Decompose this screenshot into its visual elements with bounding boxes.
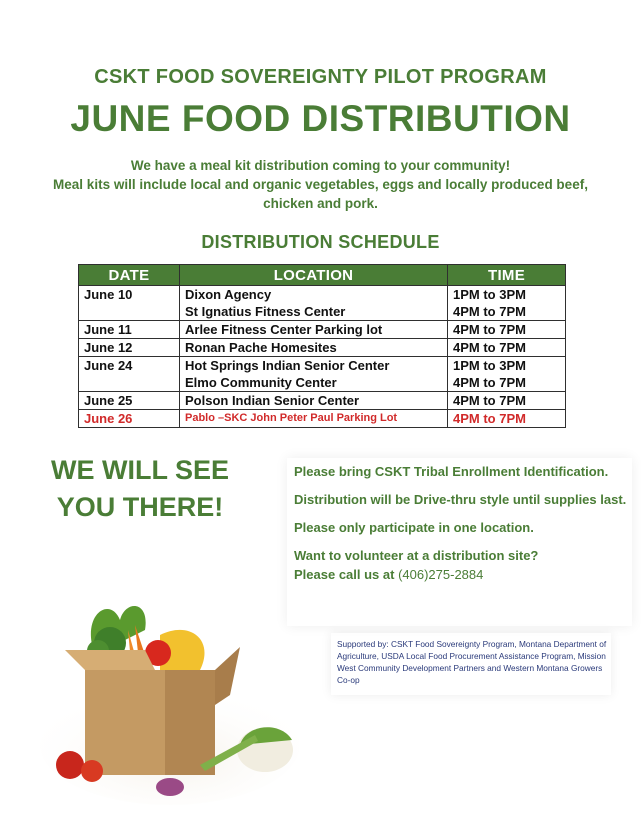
program-name: CSKT FOOD SOVEREIGNTY PILOT PROGRAM bbox=[94, 66, 547, 88]
closing-line-2: YOU THERE! bbox=[56, 492, 224, 522]
info-box bbox=[287, 458, 632, 626]
location-name: Hot Springs Indian Senior Center bbox=[185, 358, 390, 373]
date-cell: June 11 bbox=[79, 321, 180, 339]
time-range: 4PM to 7PM bbox=[453, 304, 526, 319]
table-row bbox=[79, 357, 566, 392]
volunteer-question: Want to volunteer at a distribution site? bbox=[294, 548, 539, 563]
table-header-row bbox=[79, 265, 566, 286]
table-row bbox=[79, 321, 566, 339]
location-cell: Pablo –SKC John Peter Paul Parking Lot bbox=[180, 410, 448, 428]
closing-line-1: WE WILL SEE bbox=[50, 455, 229, 485]
enrollment-note: Please bring CSKT Tribal Enrollment Identification. bbox=[294, 464, 609, 479]
location-cell: Arlee Fitness Center Parking lot bbox=[180, 321, 448, 339]
produce-box-illustration bbox=[40, 575, 300, 805]
schedule-title: DISTRIBUTION SCHEDULE bbox=[201, 232, 440, 252]
tomato-icon bbox=[81, 760, 103, 782]
date-cell: June 12 bbox=[79, 339, 180, 357]
supporters-credit: Supported by: CSKT Food Sovereignty Program, Montana Department of Agriculture, USDA Local Food Procurement Assistance Program, Mission West Community Development Partners and Western Montana Growers Co-op bbox=[331, 633, 611, 695]
time-cell bbox=[448, 286, 566, 321]
time-cell: 4PM to 7PM bbox=[448, 392, 566, 410]
closing-message bbox=[20, 452, 260, 526]
page-title: JUNE FOOD DISTRIBUTION bbox=[70, 98, 571, 139]
box-side-icon bbox=[165, 670, 215, 775]
time-cell: 4PM to 7PM bbox=[448, 321, 566, 339]
volunteer-note bbox=[294, 546, 632, 584]
table-row-highlighted bbox=[79, 410, 566, 428]
location-column-header: LOCATION bbox=[180, 265, 448, 286]
time-cell bbox=[448, 357, 566, 392]
table-row bbox=[79, 392, 566, 410]
time-range: 4PM to 7PM bbox=[453, 375, 526, 390]
box-flap-icon bbox=[65, 650, 155, 670]
date-cell: June 24 bbox=[79, 357, 180, 392]
drive-thru-note: Distribution will be Drive-thru style until supplies last. bbox=[294, 492, 627, 507]
intro-line-2: Meal kits will include local and organic vegetables, eggs and locally produced beef, bbox=[53, 177, 588, 192]
location-cell bbox=[180, 286, 448, 321]
schedule-table bbox=[78, 264, 566, 428]
time-range: 1PM to 3PM bbox=[453, 358, 526, 373]
one-location-note: Please only participate in one location. bbox=[294, 520, 534, 535]
location-cell: Ronan Pache Homesites bbox=[180, 339, 448, 357]
time-column-header: TIME bbox=[448, 265, 566, 286]
intro-line-3: chicken and pork. bbox=[263, 196, 378, 211]
tomato-icon bbox=[56, 751, 84, 779]
date-cell: June 25 bbox=[79, 392, 180, 410]
intro-text bbox=[20, 156, 621, 213]
location-name: Elmo Community Center bbox=[185, 375, 337, 390]
intro-line-1: We have a meal kit distribution coming to your community! bbox=[130, 158, 511, 173]
location-cell bbox=[180, 357, 448, 392]
time-cell: 4PM to 7PM bbox=[448, 410, 566, 428]
onion-icon bbox=[156, 778, 184, 796]
phone-number: (406)275-2884 bbox=[398, 567, 484, 582]
location-name: Dixon Agency bbox=[185, 287, 272, 302]
call-prefix: Please call us at bbox=[294, 567, 395, 582]
location-name: St Ignatius Fitness Center bbox=[185, 304, 346, 319]
location-cell: Polson Indian Senior Center bbox=[180, 392, 448, 410]
time-range: 1PM to 3PM bbox=[453, 287, 526, 302]
table-row bbox=[79, 286, 566, 321]
date-cell: June 26 bbox=[79, 410, 180, 428]
table-row bbox=[79, 339, 566, 357]
time-cell: 4PM to 7PM bbox=[448, 339, 566, 357]
date-column-header: DATE bbox=[79, 265, 180, 286]
date-cell: June 10 bbox=[79, 286, 180, 321]
